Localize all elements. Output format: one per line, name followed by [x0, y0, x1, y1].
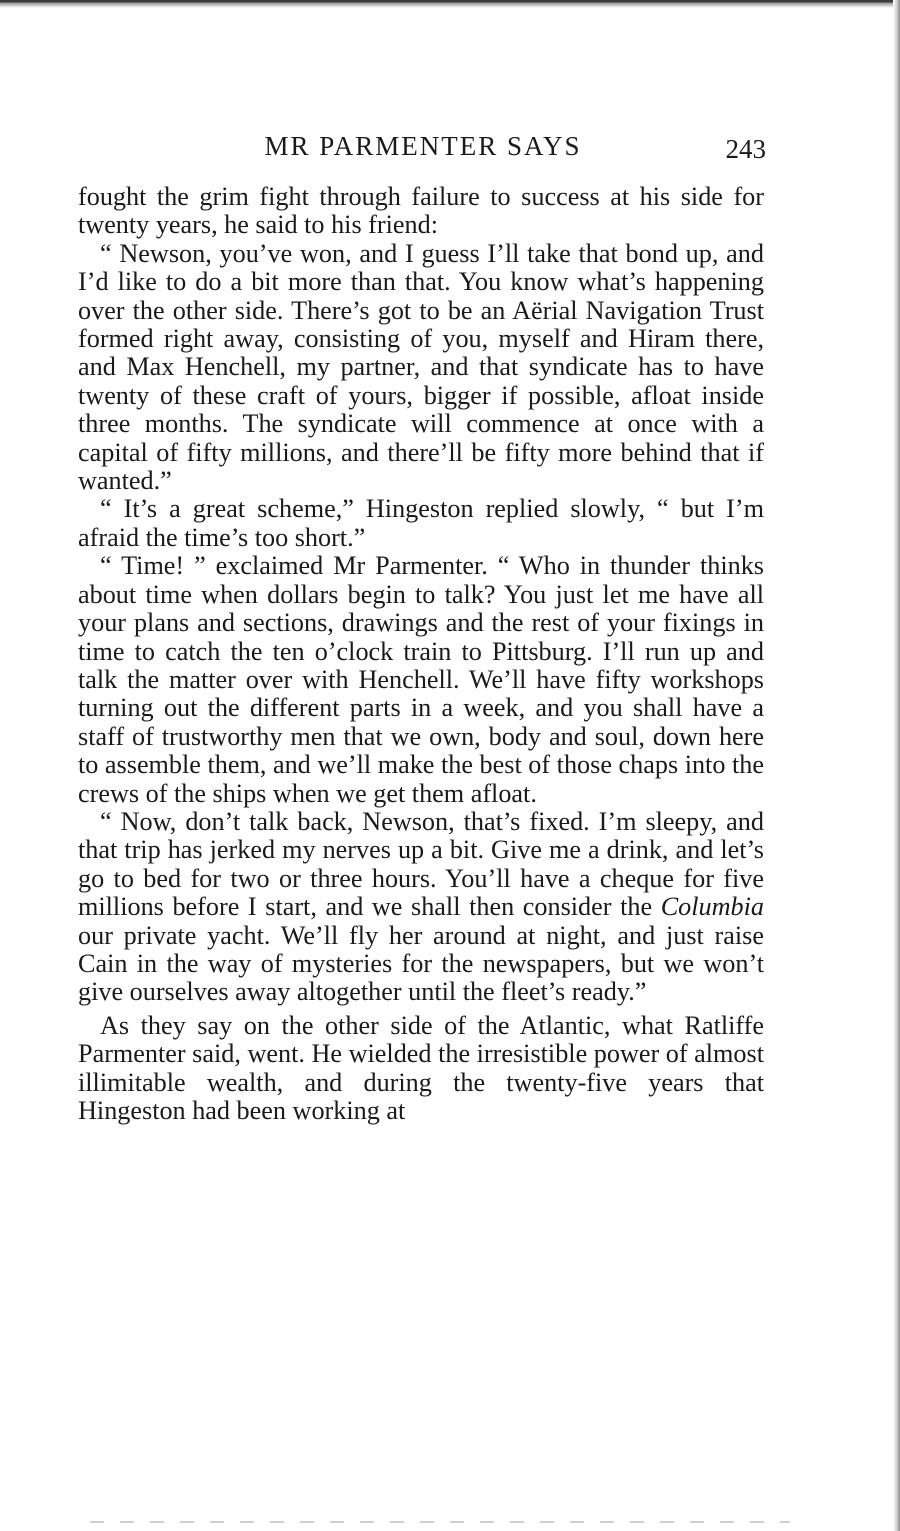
- ship-name: Columbia: [660, 892, 764, 922]
- paragraph-text: “ Newson, you’ve won, and I guess I’ll take that bond up, and I’d like to do a bit more than that. You know what’s happening over the other side. There’s got to be an Aërial Navigation Trust formed right away, consisting of you, myself and Hiram there, and Max Henchell, my partner, and that syndicate has to have twenty of these craft of yours, bigger if possible, afloat inside three months. The syndicate will commence at once with a capital of fifty millions, and there’ll be fifty more behind that if wanted.”: [78, 238, 764, 496]
- paragraph-text: “ Now, don’t talk back, Newson, that’s fixed. I’m sleepy, and that trip has jerked my nerves up a bit. Give me a drink, and let’s go to bed for two or three hours. You’ll have a cheque for five millions before I start, and we shall then consider the: [78, 806, 764, 922]
- paragraph-text: As they say on the other side of the Atlantic, what Ratliffe Parmenter said, went. He wielded the irresistible power of almost illimitable wealth, and during the twenty-five years that Hingeston had been working at: [78, 1010, 764, 1125]
- paragraph: [78, 495, 764, 552]
- paragraph: [78, 1012, 764, 1126]
- paragraph-text: “ It’s a great scheme,” Hingeston replied slowly, “ but I’m afraid the time’s too short.”: [78, 494, 764, 552]
- paragraph: [78, 240, 764, 496]
- paragraph-text: “ Time! ” exclaimed Mr Parmenter. “ Who in thunder thinks about time when dollars begin to talk? You just let me have all your plans and sections, drawings and the rest of your fixings in time to catch the ten o’clock train to Pittsburg. I’ll run up and talk the matter over with Henchell. We’ll have fifty workshops turning out the different parts in a week, and you shall have a staff of trustworthy men that we own, body and soul, down here to assemble them, and we’ll make the best of those chaps into the crews of the ships when we get them afloat.: [78, 551, 764, 808]
- running-title: MR PARMENTER SAYS: [264, 131, 582, 161]
- paragraph-text: our private yacht. We’ll fly her around at night, and just raise Cain in the way of mysteries for the newspapers, but we won’t give ourselves away altogether until the fleet’s ready.”: [78, 920, 764, 1007]
- scan-edge-top: [0, 0, 900, 8]
- paragraph-text: fought the grim fight through failure to success at his side for twenty years, he said to his friend:: [78, 182, 764, 240]
- scan-edge-right: [893, 0, 900, 1531]
- scan-edge-bottom: [90, 1521, 790, 1523]
- body-text: [78, 183, 764, 1125]
- running-head: [80, 126, 766, 166]
- paragraph: [78, 183, 764, 240]
- page-number: 243: [725, 134, 766, 164]
- paragraph: [78, 552, 764, 808]
- paragraph: [78, 808, 764, 1007]
